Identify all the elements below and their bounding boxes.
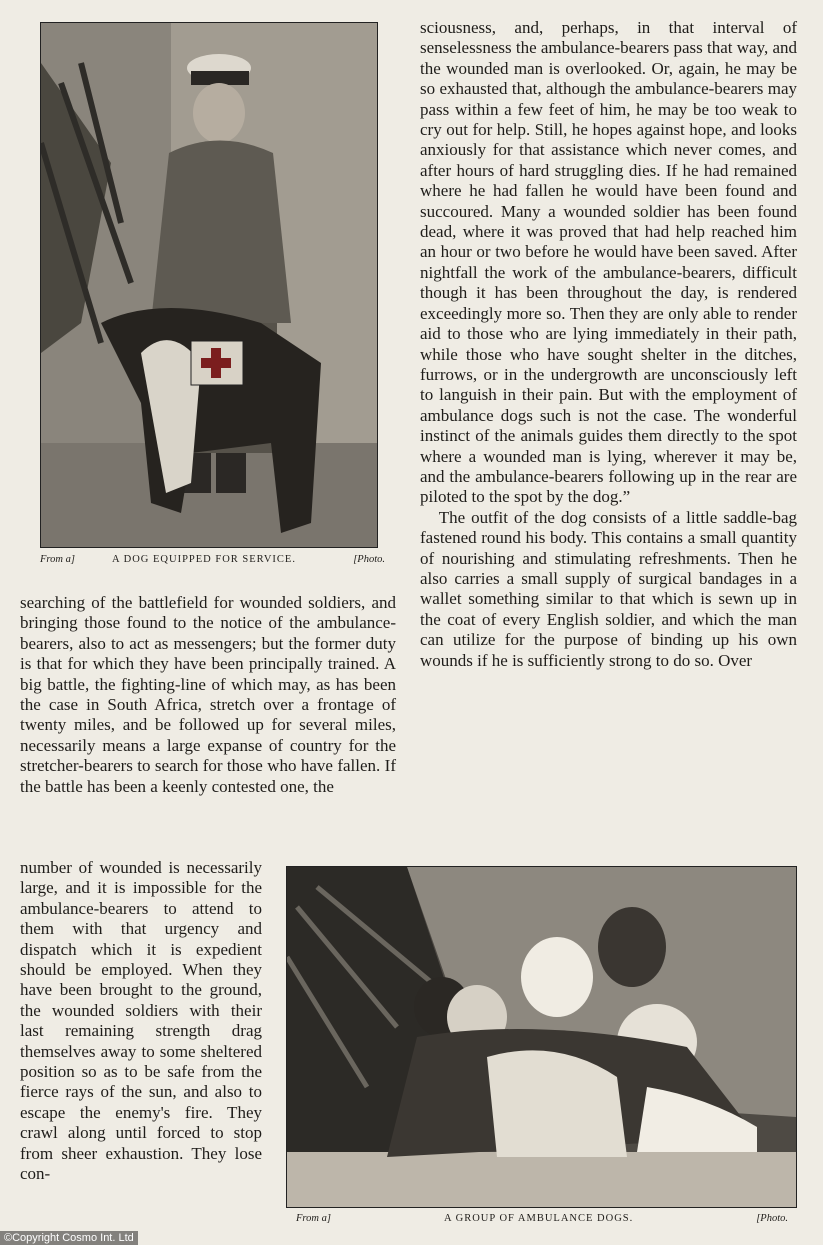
dog-group-photo <box>286 866 797 1208</box>
dog-group-illustration <box>287 867 796 1207</box>
dog-group-caption-source: From a] <box>296 1213 331 1224</box>
dog-soldier-caption-kind: [Photo. <box>353 554 385 565</box>
dog-soldier-caption-source: From a] <box>40 554 75 565</box>
dog-soldier-caption-title: A DOG EQUIPPED FOR SERVICE. <box>112 554 296 565</box>
dog-soldier-illustration <box>41 23 377 547</box>
left-narrow-text <box>20 858 262 1185</box>
right-column-text <box>420 18 797 671</box>
left-narrow-paragraph: number of wounded is necessarily large, and it is impossible for the ambulance-bearers to attend to them with that urgency and dispatch which it is expedient should be employed. When they have been brought to the ground, the wounded soldiers with their last remaining strength drag themselves away to some sheltered position so as to be safe from the fierce rays of the sun, and also to escape the enemy's fire. They crawl along until forced to stop from sheer exhaustion. They lose con- <box>20 858 262 1184</box>
left-column-paragraph: searching of the battlefield for wounded soldiers, and bringing those found to the notice of the ambulance-bearers, also to act as messengers; but the former duty is that for which they have been principally trained. A big battle, the fighting-line of which may, as has been the case in South Africa, stretch over a frontage of twenty miles, and be followed up for several miles, necessarily means a large expanse of country for the stretcher-bearers to search for those who have fallen. If the battle has been a keenly contested one, the <box>20 593 396 796</box>
copyright-watermark: ©Copyright Cosmo Int. Ltd <box>0 1231 138 1245</box>
right-column-paragraph: The outfit of the dog consists of a little saddle-bag fastened round his body. This contains a small quantity of nourishing and stimulating refreshments. Then he also carries a small supply of surgical bandages in a wallet something similar to that which is sewn up in the coat of every English soldier, and which the man can utilize for the purpose of binding up his own wounds if he is sufficiently strong to do so. Over <box>420 507 797 670</box>
dog-group-caption-kind: [Photo. <box>756 1213 788 1224</box>
right-column-paragraph: sciousness, and, perhaps, in that interval of senselessness the ambulance-bearers pass that way, and the wounded man is overlooked. Or, again, he may be so exhausted that, although the ambulance-bearers may pass within a few feet of him, he may be too weak to cry out for help. Still, he hopes against hope, and looks anxiously for that assistance which never comes, and after hours of hard struggling dies. If he had remained where he had fallen he would have been found and succoured. Many a wounded soldier has been found dead, where it was proved that had help reached him an hour or two before he would have been saved. After nightfall the work of the ambulance-bearers, difficult though it has been throughout the day, is rendered exceedingly more so. Then they are only able to render aid to those who are lying immediately in their path, while those who have sought shelter in the ditches, furrows, or in the undergrowth are unconsciously left to languish in their pain. But with the employment of ambulance dogs such is not the case. The wonderful instinct of the animals guides them directly to the spot where a wounded man is lying, wherever it may be, and the ambulance-bearers following up in the rear are piloted to the spot by the dog.” <box>420 18 798 507</box>
dog-soldier-photo <box>40 22 378 548</box>
dog-group-caption-title: A GROUP OF AMBULANCE DOGS. <box>444 1213 634 1224</box>
left-column-text <box>20 593 396 797</box>
